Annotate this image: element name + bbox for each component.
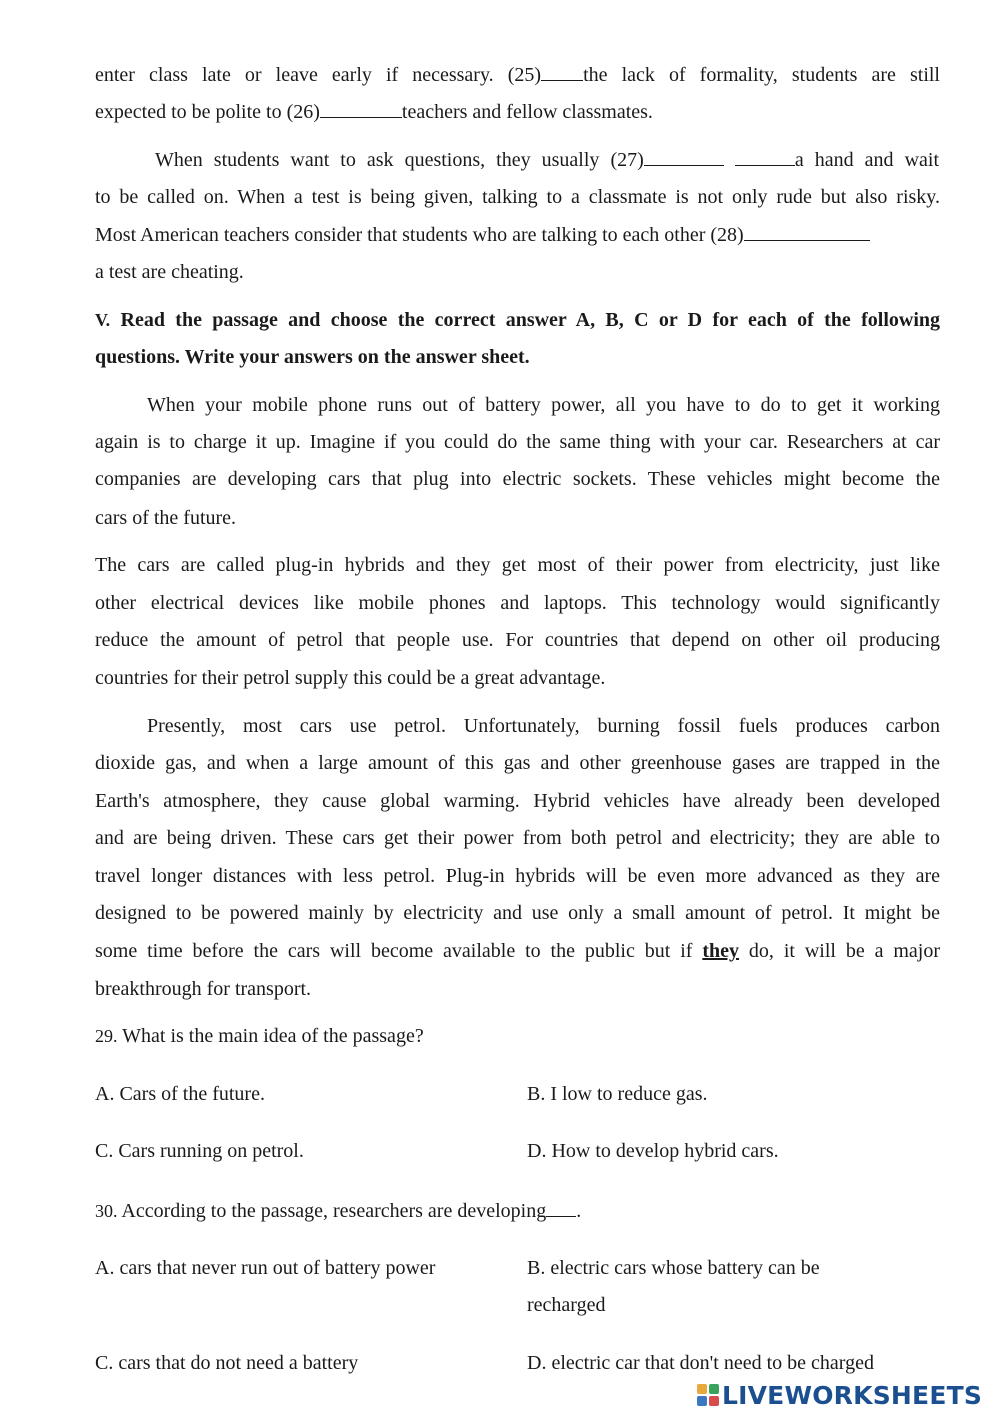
- reading-p3-line-2: dioxide gas, and when a large amount of this gas and other greenhouse gases are trapped in the: [95, 752, 940, 774]
- passage-line-1: enter class late or leave early if necessary. (25) the lack of formality, students are still: [95, 64, 940, 86]
- question-29: 29. What is the main idea of the passage?: [95, 1025, 424, 1047]
- blank-27a[interactable]: [644, 147, 724, 166]
- liveworksheets-logo-icon: [697, 1384, 719, 1406]
- reading-p3-line-3: Earth's atmosphere, they cause global warming. Hybrid vehicles have already been developed: [95, 790, 940, 812]
- liveworksheets-logo[interactable]: [697, 1379, 982, 1411]
- reading-p1-line-1: When your mobile phone runs out of battery power, all you have to do to get it working: [147, 394, 940, 416]
- blank-25[interactable]: [541, 62, 583, 81]
- reading-p1-line-2: again is to charge it up. Imagine if you could do the same thing with your car. Researchers at car: [95, 431, 940, 453]
- passage-line-4: to be called on. When a test is being given, talking to a classmate is not only rude but also risky.: [95, 186, 940, 208]
- blank-28[interactable]: [744, 222, 870, 241]
- q30-option-b[interactable]: B. electric cars whose battery can be: [527, 1257, 820, 1279]
- reading-p2-line-4: countries for their petrol supply this could be a great advantage.: [95, 667, 606, 689]
- reading-p3-line-5: travel longer distances with less petrol. Plug-in hybrids will be even more advanced as they are: [95, 865, 940, 887]
- passage-line-5: Most American teachers consider that students who are talking to each other (28): [95, 222, 870, 247]
- blank-27b[interactable]: [735, 147, 795, 166]
- reading-p3-line-8: breakthrough for transport.: [95, 978, 312, 1000]
- blank-30[interactable]: [546, 1198, 576, 1217]
- q29-option-b[interactable]: B. I low to reduce gas.: [527, 1083, 708, 1105]
- q30-option-c[interactable]: C. cars that do not need a battery: [95, 1352, 359, 1374]
- passage-line-6: a test are cheating.: [95, 261, 244, 283]
- section-heading-line-2: questions. Write your answers on the answer sheet.: [95, 346, 530, 368]
- reading-p2-line-3: reduce the amount of petrol that people use. For countries that depend on other oil producing: [95, 629, 940, 651]
- section-heading-line-1: V. Read the passage and choose the correct answer A, B, C or D for each of the following: [95, 309, 941, 331]
- reading-p2-line-2: other electrical devices like mobile phones and laptops. This technology would significantly: [95, 592, 940, 614]
- reading-p3-line-1: Presently, most cars use petrol. Unfortunately, burning fossil fuels produces carbon: [147, 715, 940, 737]
- reading-p3-line-6: designed to be powered mainly by electricity and use only a small amount of petrol. It might be: [95, 902, 940, 924]
- question-number: 29.: [95, 1026, 118, 1046]
- reading-p1-line-3: companies are developing cars that plug into electric sockets. These vehicles might become the: [95, 468, 940, 490]
- underlined-word-they: they: [702, 940, 740, 962]
- q29-option-c[interactable]: C. Cars running on petrol.: [95, 1140, 304, 1162]
- question-number: 30.: [95, 1201, 118, 1221]
- question-30: 30. According to the passage, researchers are developing .: [95, 1200, 582, 1222]
- reading-p1-line-4: cars of the future.: [95, 507, 237, 529]
- q30-option-d[interactable]: D. electric car that don't need to be charged: [527, 1352, 874, 1374]
- q29-option-d[interactable]: D. How to develop hybrid cars.: [527, 1140, 779, 1162]
- reading-p3-line-4: and are being driven. These cars get their power from both petrol and electricity; they are able to: [95, 827, 940, 849]
- q29-option-a[interactable]: A. Cars of the future.: [95, 1083, 265, 1105]
- liveworksheets-logo-text: LIVEWORKSHEETS: [722, 1380, 983, 1410]
- section-roman: V.: [95, 310, 111, 330]
- reading-p3-line-7: some time before the cars will become available to the public but if they do, it will be a major: [95, 940, 941, 962]
- passage-line-3: When students want to ask questions, they usually (27) a hand and wait: [155, 149, 939, 171]
- q30-option-a[interactable]: A. cars that never run out of battery power: [95, 1257, 436, 1279]
- blank-26[interactable]: [320, 99, 402, 118]
- q30-option-b-cont[interactable]: recharged: [527, 1294, 606, 1316]
- reading-p2-line-1: The cars are called plug-in hybrids and they get most of their power from electricity, just like: [95, 554, 940, 576]
- passage-line-2: expected to be polite to (26) teachers and fellow classmates.: [95, 101, 653, 123]
